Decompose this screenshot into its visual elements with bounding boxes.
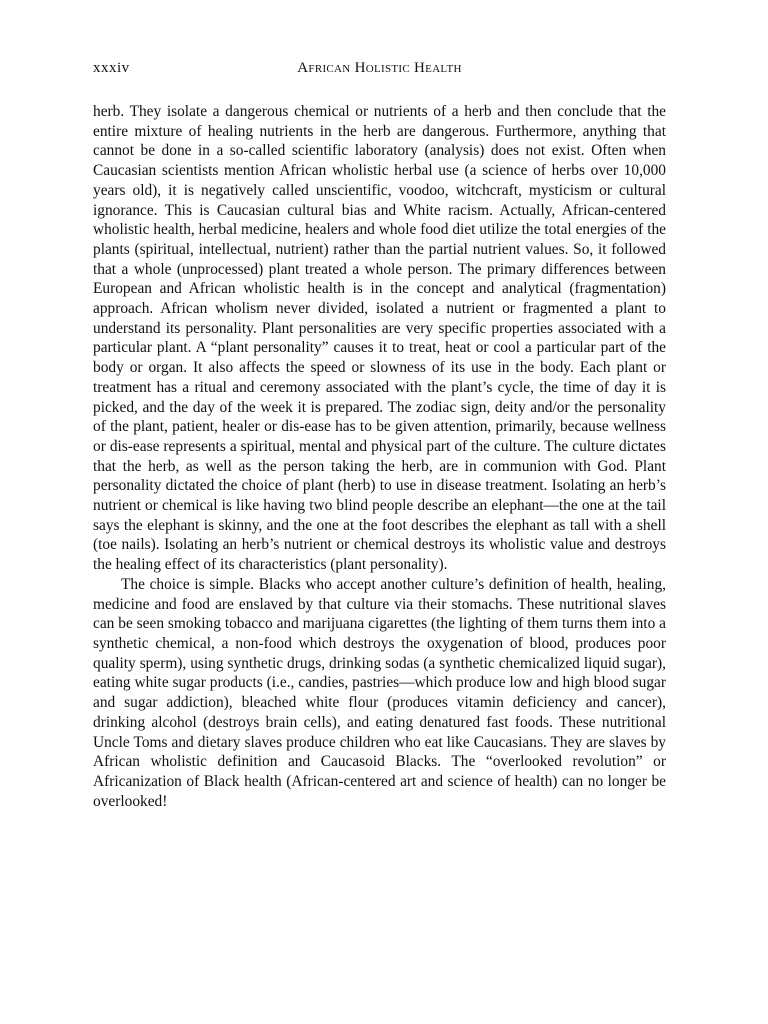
running-head: [93, 58, 666, 78]
book-title: African Holistic Health: [297, 60, 462, 76]
body-text: [93, 102, 666, 811]
paragraph-1: herb. They isolate a dangerous chemical or nutrients of a herb and then conclude that the entire mixture of healing nutrients in the herb are dangerous. Furthermore, anything that cannot be done in a so-called scientific laboratory (analysis) does not exist. Often when Caucasian scientists mention African wholistic herbal use (a science of herbs over 10,000 years old), it is negatively called unscientific, voodoo, witchcraft, mysticism or cultural ignorance. This is Caucasian cultural bias and White racism. Actually, African-centered wholistic health, herbal medicine, healers and whole food diet utilize the total energies of the plants (spiritual, intellectual, nutrient) rather than the partial nutrient values. So, it followed that a whole (unprocessed) plant treated a whole person. The primary differences between European and African wholistic health is in the concept and analytical (fragmentation) approach. African wholism never divided, isolated a nutrient or fragmented a plant to understand its personality. Plant personalities are very specific properties associated with a particular plant. A “plant personality” causes it to treat, heat or cool a particular part of the body or organ. It also affects the speed or slowness of its use in the body. Each plant or treatment has a ritual and ceremony associated with the plant’s cycle, the time of day it is picked, and the day of the week it is prepared. The zodiac sign, deity and/or the personality of the plant, patient, healer or dis-ease has to be given attention, primarily, because wellness or dis-ease represents a spiritual, mental and physical part of the culture. The culture dictates that the herb, as well as the person taking the herb, are in communion with God. Plant personality dictated the choice of plant (herb) to use in disease treatment. Isolating an herb’s nutrient or chemical is like having two blind people describe an elephant—the one at the tail says the elephant is skinny, and the one at the foot describes the elephant as tall with a shell (toe nails). Isolating an herb’s nutrient or chemical destroys its wholistic value and destroys the healing effect of its characteristics (plant personality).: [93, 103, 666, 574]
book-page: [93, 58, 666, 811]
page-number: xxxiv: [93, 60, 130, 76]
paragraph-2: The choice is simple. Blacks who accept another culture’s definition of health, healing, medicine and food are enslaved by that culture via their stomachs. These nutritional slaves can be seen smoking tobacco and marijuana cigarettes (the lighting of them turns them into a synthetic chemical, a non-food which destroys the oxygenation of blood, produces poor quality sperm), using synthetic drugs, drinking sodas (a synthetic chemicalized liquid sugar), eating white sugar products (i.e., candies, pastries—which produce low and high blood sugar and sugar addiction), bleached white flour (produces vitamin deficiency and cancer), drinking alcohol (destroys brain cells), and eating denatured fast foods. These nutritional Uncle Toms and dietary slaves produce children who eat like Caucasians. They are slaves by African wholistic definition and Caucasoid Blacks. The “overlooked revolution” or Africanization of Black health (African-centered art and science of health) can no longer be overlooked!: [93, 575, 666, 810]
